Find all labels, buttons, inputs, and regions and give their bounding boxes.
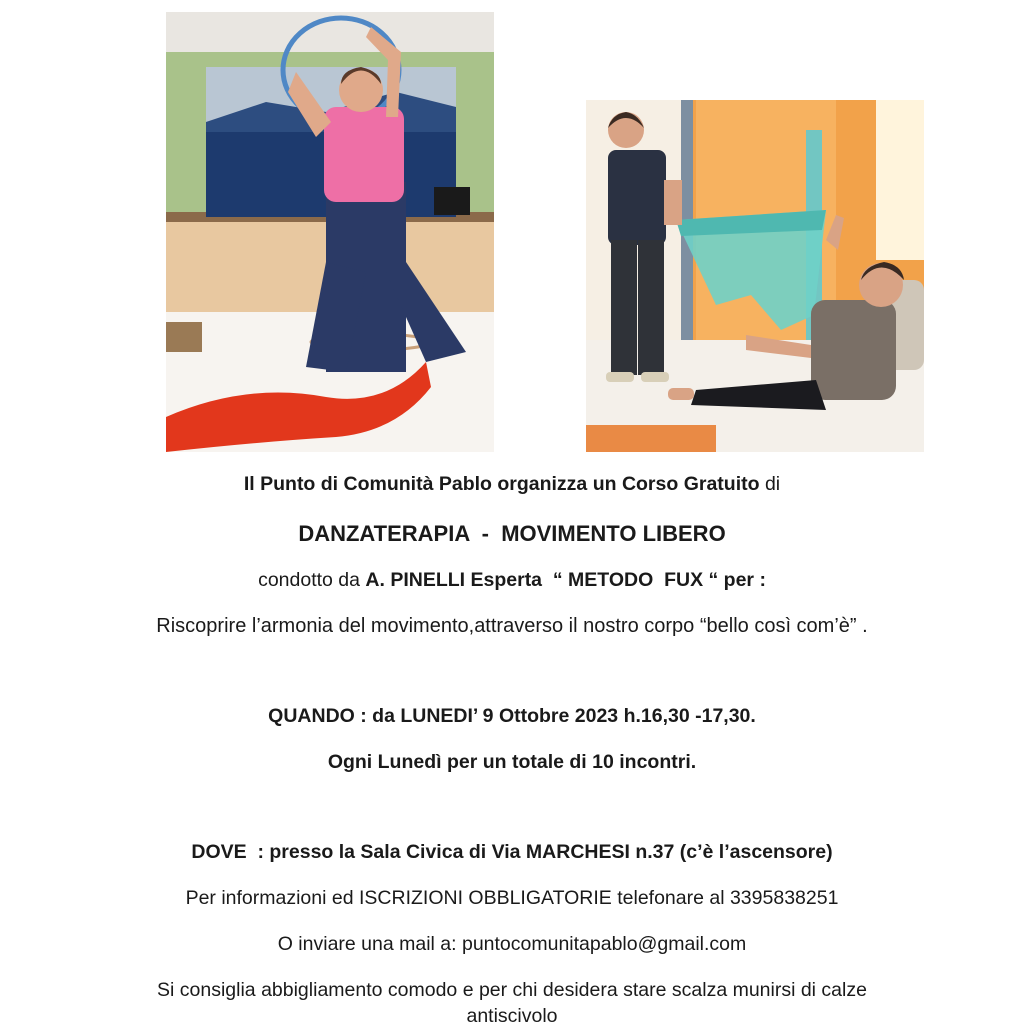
photo-hoop-dancer xyxy=(166,12,494,452)
intro-line xyxy=(0,472,1024,496)
info-phone-line: Per informazioni ed ISCRIZIONI OBBLIGATORIE telefonare al 3395838251 xyxy=(185,887,839,909)
when-line: QUANDO : da LUNEDI’ 9 Ottobre 2023 h.16,30 -17,30. xyxy=(268,705,756,727)
conducted-by-line xyxy=(0,568,1024,592)
intro-bold: Il Punto di Comunità Pablo organizza un Corso Gratuito xyxy=(243,473,760,495)
photo-scarf-dancers xyxy=(586,100,924,452)
discover-line: Riscoprire l’armonia del movimento,attraverso il nostro corpo “bello così com’è” . xyxy=(156,615,868,637)
course-title: DANZATERAPIA - MOVIMENTO LIBERO xyxy=(298,521,726,546)
advice-line: Si consiglia abbigliamento comodo e per chi desidera stare scalza munirsi di calze xyxy=(157,979,867,1001)
advice-line-continued: antiscivolo xyxy=(466,1005,558,1027)
intro-rest: di xyxy=(759,473,781,495)
conducted-instructor: A. PINELLI Esperta “ METODO FUX “ per : xyxy=(365,569,766,591)
frequency-line: Ogni Lunedì per un totale di 10 incontri. xyxy=(327,751,697,773)
email-line: O inviare una mail a: puntocomunitapablo@gmail.com xyxy=(277,933,747,955)
where-line: DOVE : presso la Sala Civica di Via MARCHESI n.37 (c’è l’ascensore) xyxy=(191,841,833,863)
conducted-prefix: condotto da xyxy=(258,569,366,591)
